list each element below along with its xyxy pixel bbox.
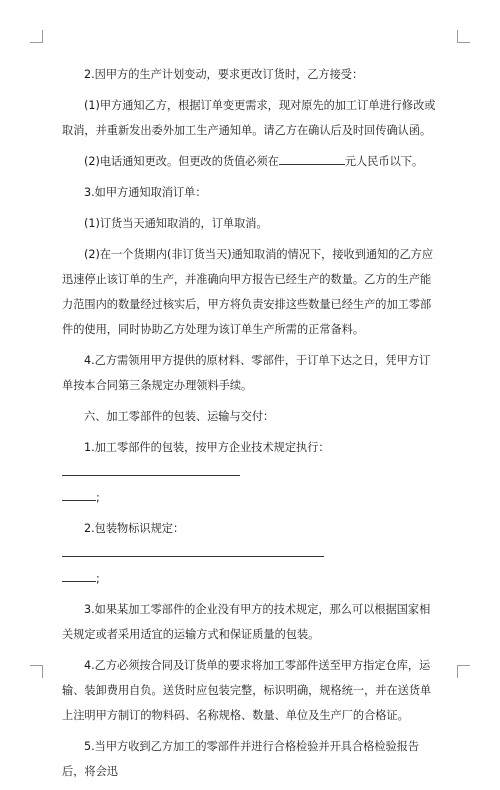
amount-blank[interactable] — [279, 153, 345, 165]
paragraph-materials: 4.乙方需领用甲方提供的原材料、零部件，于订单下达之日，凭甲方订单按本合同第三条规定办理领料手续。 — [62, 354, 431, 392]
paragraph-cancel-order: 3.如甲方通知取消订单： — [84, 186, 207, 199]
paragraph-delivery: 4.乙方必须按合同及订货单的要求将加工零部件送至甲方指定仓库，运输、装卸费用自负。送货时应包装完整，标识明确，规格统一，并在送货单上注明甲方制订的物料码、名称规格、数量、单位及生产厂的合格证。 — [62, 659, 432, 722]
paragraph-cancel-option-2: (2)在一个货期内(非订货当天)通知取消的情况下，接收到通知的乙方应迅速停止该订单的生产，并准确向甲方报告已经生产的数量。乙方的生产能力范围内的数量经过核实后，甲方将负责安排这些数量已经生产的加工零部件的使用，同时协助乙方处理为该订单生产所需的正常备料。 — [62, 248, 434, 336]
crop-mark-top-left — [30, 30, 43, 43]
packaging-rule-blank[interactable] — [62, 464, 240, 476]
paragraph-cancel-option-1: (1)订货当天通知取消的，订单取消。 — [84, 217, 268, 230]
packaging-rule-blank-continued[interactable] — [62, 489, 96, 501]
paragraph-change-order: 2.因甲方的生产计划变动，要求更改订货时，乙方接受： — [84, 68, 364, 81]
crop-mark-top-right — [457, 30, 470, 43]
paragraph-label-rule — [62, 516, 440, 591]
crop-mark-bottom-right — [457, 665, 470, 678]
paragraph-packaging-rule — [62, 435, 440, 510]
paragraph-text: (2)电话通知更改。但更改的货值必须在 — [84, 155, 279, 168]
paragraph-no-spec: 3.如果某加工零部件的企业没有甲方的技术规定，那么可以根据国家相关规定或者采用适宜的运输方式和保证质量的包装。 — [62, 603, 431, 641]
paragraph-text: 元人民币以下。 — [344, 155, 424, 168]
paragraph-text: ; — [96, 572, 100, 585]
label-rule-blank-continued[interactable] — [62, 570, 96, 582]
paragraph-change-option-2 — [62, 149, 440, 174]
crop-mark-bottom-left — [30, 665, 43, 678]
paragraph-inspection: 5.当甲方收到乙方加工的零部件并进行合格检验并开具合格检验报告后，将会迅 — [62, 740, 420, 778]
paragraph-text: 1.加工零部件的包装，按甲方企业技术规定执行： — [84, 441, 330, 454]
paragraph-change-option-1: (1)甲方通知乙方，根据订单变更需求，现对原先的加工订单进行修改或取消，并重新发出委外加工生产通知单。请乙方在确认后及时回传确认函。 — [62, 99, 436, 137]
section-heading-packaging: 六、加工零部件的包装、运输与交付： — [84, 410, 275, 423]
paragraph-text: ; — [96, 491, 100, 504]
paragraph-text: 2.包装物标识规定： — [84, 522, 185, 535]
document-body — [62, 62, 440, 790]
label-rule-blank[interactable] — [62, 545, 324, 557]
